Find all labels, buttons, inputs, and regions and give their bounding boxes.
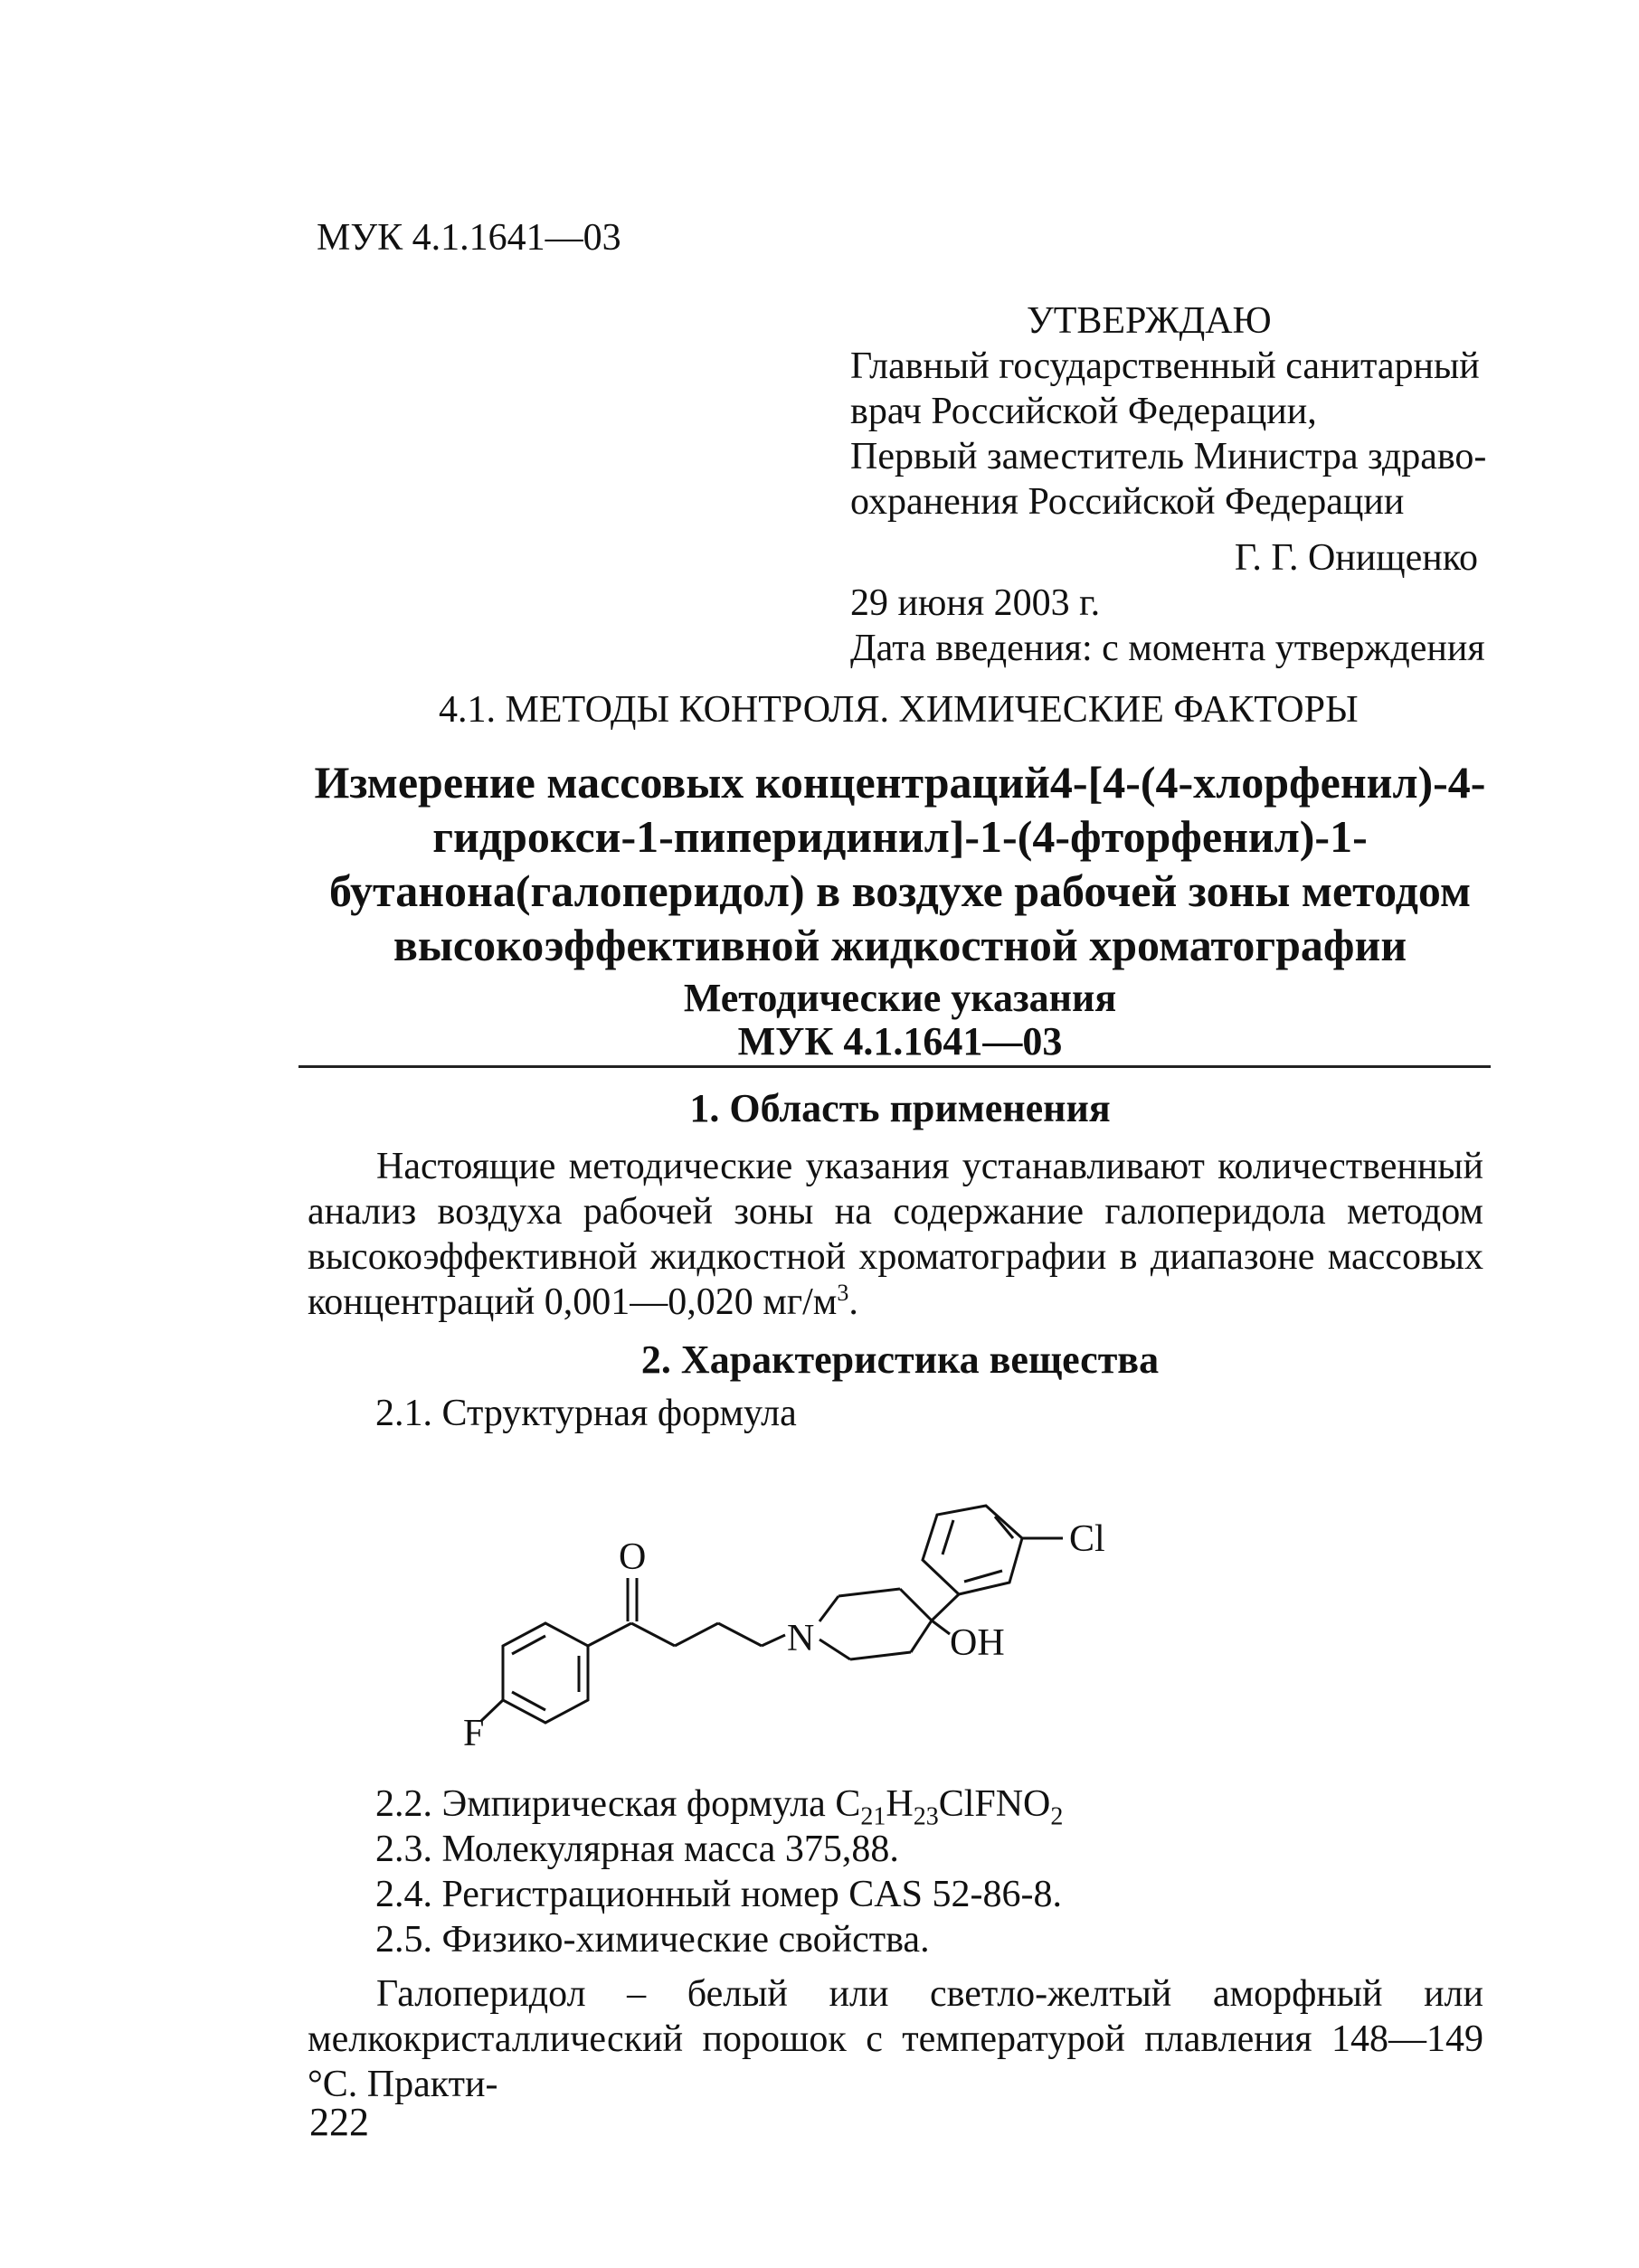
item-2-4: 2.4. Регистрационный номер CAS 52-86-8. bbox=[375, 1874, 1062, 1915]
title-line: Измерение массовых концентраций4-[4-(4-хлорфенил)-4- bbox=[314, 757, 1486, 808]
section-1-text: Настоящие методические указания устанавливают количественный анализ воздуха рабочей зоны на содержание галоперидола методом высокоэффективной жидкостной хроматографии в диапазоне массовых концентраций 0,001—0,020 $мг/м^3$. bbox=[308, 1146, 1483, 1323]
approval-signer: Г. Г. Онищенко bbox=[1234, 537, 1478, 579]
section-2-heading: 2. Характеристика вещества bbox=[640, 1337, 1160, 1382]
document-code: МУК 4.1.1641—03 bbox=[317, 217, 621, 259]
document-subtitle: Методические указания bbox=[683, 976, 1117, 1020]
item-2-3: 2.3. Молекулярная масса 375,88. bbox=[375, 1829, 899, 1870]
chlorophenyl-ring bbox=[923, 1506, 1022, 1594]
title-line: бутанона(галоперидол) в воздухе рабочей зоны методом bbox=[328, 865, 1472, 916]
piperidine-ring bbox=[820, 1596, 838, 1621]
fluorine-label: F bbox=[463, 1713, 485, 1754]
formula-bonds bbox=[481, 1506, 1063, 1723]
approval-line: Первый заместитель Министра здраво- bbox=[850, 436, 1487, 477]
approval-line: врач Российской Федерации, bbox=[850, 391, 1317, 432]
fluorophenyl-ring bbox=[503, 1623, 588, 1723]
oxygen-label: O bbox=[619, 1536, 647, 1578]
approval-title: УТВЕРЖДАЮ bbox=[1027, 300, 1272, 342]
approval-line: охранения Российской Федерации bbox=[850, 481, 1405, 523]
page-number: 222 bbox=[309, 2100, 369, 2144]
divider-line bbox=[298, 1065, 1491, 1068]
approval-line: Главный государственный санитарный bbox=[850, 345, 1480, 387]
item-2-2: 2.2. Эмпирическая формула $C_{21}H_{23}ClFNO_2$ bbox=[375, 1783, 1064, 1831]
section-2-text: Галоперидол – белый или светло-желтый аморфный или мелкокристаллический порошок с температурой плавления 148—149 °С. Практи- bbox=[308, 1973, 1483, 2105]
document-title bbox=[294, 755, 1506, 972]
section-heading: 4.1. МЕТОДЫ КОНТРОЛЯ. ХИМИЧЕСКИЕ ФАКТОРЫ bbox=[439, 689, 1359, 731]
section-1-heading: 1. Область применения bbox=[689, 1086, 1111, 1130]
title-line: гидрокси-1-пиперидинил]-1-(4-фторфенил)-1- bbox=[432, 811, 1368, 862]
fluorine-bond bbox=[481, 1700, 503, 1721]
title-line: высокоэффективной жидкостной хроматографии bbox=[393, 920, 1407, 970]
hydroxyl-bond bbox=[932, 1621, 950, 1634]
document-number: МУК 4.1.1641—03 bbox=[737, 1019, 1063, 1063]
structural-formula bbox=[398, 1433, 1538, 1777]
nitrogen-label: N bbox=[787, 1618, 815, 1659]
item-2-5: 2.5. Физико-химические свойства. bbox=[375, 1919, 930, 1961]
item-2-1: 2.1. Структурная формула bbox=[375, 1393, 797, 1434]
chlorine-label: Cl bbox=[1069, 1518, 1105, 1560]
hydroxyl-label: OH bbox=[950, 1622, 1005, 1664]
effective-date: Дата введения: с момента утверждения bbox=[850, 628, 1485, 669]
approval-date: 29 июня 2003 г. bbox=[850, 582, 1101, 624]
